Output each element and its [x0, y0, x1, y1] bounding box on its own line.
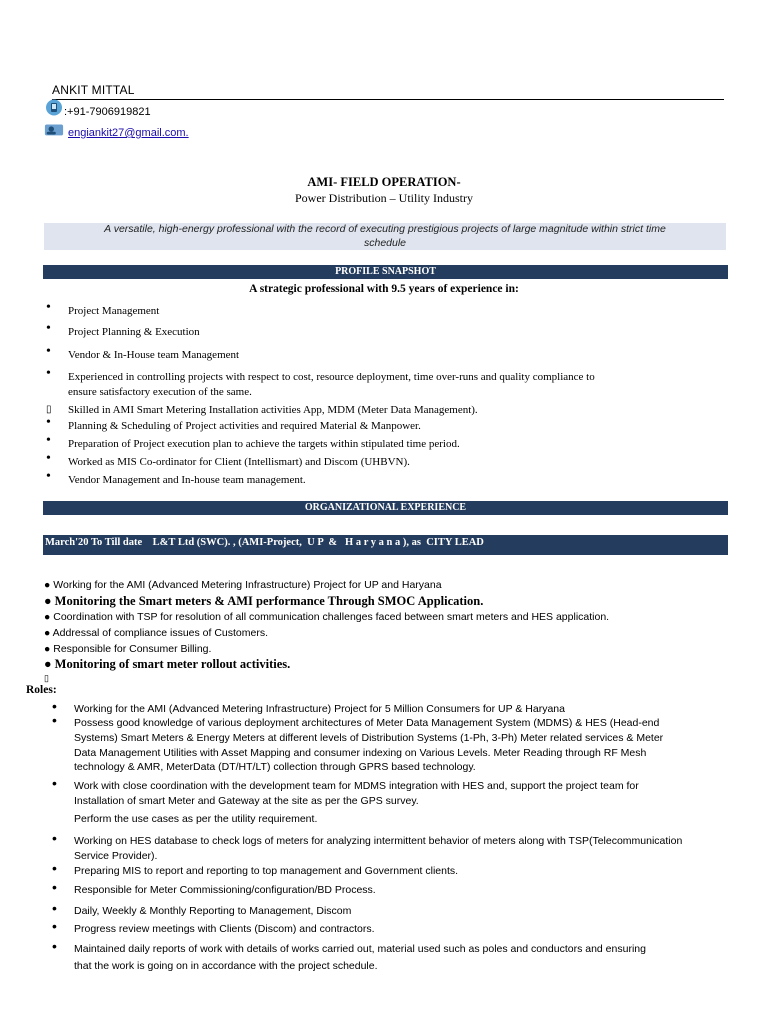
roles-heading: Roles: [26, 684, 57, 696]
section-header-profile: PROFILE SNAPSHOT [43, 265, 728, 279]
list-item-continuation: Systems) Smart Meters & Energy Meters at different levels of Distribution Systems (1-Ph, 3-Ph) Meter related services & Meter [74, 732, 664, 744]
list-item-continuation: Service Provider). [74, 850, 158, 862]
list-item-continuation: that the work is going on in accordance with the project schedule. [74, 960, 378, 972]
list-item: • Experienced in controlling projects with respect to cost, resource deployment, time over-runs and quality compliance to [46, 366, 595, 383]
candidate-name: ANKIT MITTAL [52, 83, 135, 97]
list-item: • Preparation of Project execution plan to achieve the targets within stipulated time period. [46, 433, 460, 450]
header-divider [52, 99, 724, 100]
profile-intro: A strategic professional with 9.5 years of experience in: [249, 283, 519, 295]
highlight-item: ● Coordination with TSP for resolution of all communication challenges faced between smart meters and HES application. [44, 611, 610, 623]
list-item: • Planning & Scheduling of Project activities and required Material & Manpower. [46, 415, 421, 432]
list-item: • Worked as MIS Co-ordinator for Client (Intellismart) and Discom (UHBVN). [46, 451, 410, 468]
list-item: • Progress review meetings with Clients (Discom) and contractors. [52, 918, 375, 935]
list-item: • Working on HES database to check logs of meters for analyzing intermittent behavior of meters along with TSP(Telecommunication [52, 830, 683, 847]
list-item: • Daily, Weekly & Monthly Reporting to Management, Discom [52, 900, 352, 917]
list-item: • Project Planning & Execution [46, 321, 200, 338]
list-item: • Vendor & In-House team Management [46, 344, 240, 361]
email-icon [44, 121, 64, 138]
list-item-continuation: ensure satisfactory execution of the same. [68, 386, 252, 398]
summary-tagline [44, 223, 726, 250]
email-link[interactable]: engiankit27@gmail.com. [68, 127, 189, 139]
list-item: • Work with close coordination with the development team for MDMS integration with HES and, support the project team for [52, 775, 639, 792]
list-item: • Working for the AMI (Advanced Metering Infrastructure) Project for 5 Million Consumers for UP & Haryana [52, 698, 565, 715]
highlight-item: ● Monitoring of smart meter rollout activities. [44, 657, 291, 671]
list-item: • Project Management [46, 300, 160, 317]
list-item-continuation: Data Management Utilities with Asset Mapping and consumer indexing on Various Levels. Meter Reading through RF Mesh [74, 747, 647, 759]
phone-icon [44, 99, 64, 116]
highlight-item: ● Responsible for Consumer Billing. [44, 643, 212, 655]
list-item: • Maintained daily reports of work with details of works carried out, material used such as poles and conductors and ensuring [52, 938, 646, 955]
resume-subtitle: Power Distribution – Utility Industry [295, 191, 473, 205]
summary-tagline-text: A versatile, high-energy professional with the record of executing prestigious projects of large magnitude within strict time schedule [104, 223, 666, 249]
section-header-experience: ORGANIZATIONAL EXPERIENCE [43, 501, 728, 515]
list-item: ▯ Skilled in AMI Smart Metering Installation activities App, MDM (Meter Data Management). [46, 404, 478, 416]
highlight-item: ● Monitoring the Smart meters & AMI performance Through SMOC Application. [44, 594, 484, 608]
phone-number: :+91-7906919821 [64, 106, 151, 118]
list-item: • Vendor Management and In-house team management. [46, 469, 306, 486]
list-item-continuation: technology & AMR, MeterData (DT/HT/LT) collection through GPRS based technology. [74, 761, 476, 773]
list-item: • Preparing MIS to report and reporting to top management and Government clients. [52, 860, 459, 877]
list-item: • Possess good knowledge of various deployment architectures of Meter Data Management System (MDMS) & HES (Head-end [52, 712, 660, 729]
list-item: • Responsible for Meter Commissioning/configuration/BD Process. [52, 879, 376, 896]
highlight-item: ● Working for the AMI (Advanced Metering Infrastructure) Project for UP and Haryana [44, 579, 442, 591]
highlight-item: ● Addressal of compliance issues of Customers. [44, 627, 269, 639]
list-item-continuation: Installation of smart Meter and Gateway at the site as per the GPS survey. [74, 795, 419, 807]
job-title-line: March'20 To Till date L&T Ltd (SWC). , (AMI-Project, U P & H a r y a n a ), as CITY LEAD [43, 535, 728, 555]
placeholder-glyph: ▯ [44, 673, 49, 683]
list-item-continuation: Perform the use cases as per the utility requirement. [74, 813, 318, 825]
resume-title: AMI- FIELD OPERATION- [307, 175, 461, 189]
